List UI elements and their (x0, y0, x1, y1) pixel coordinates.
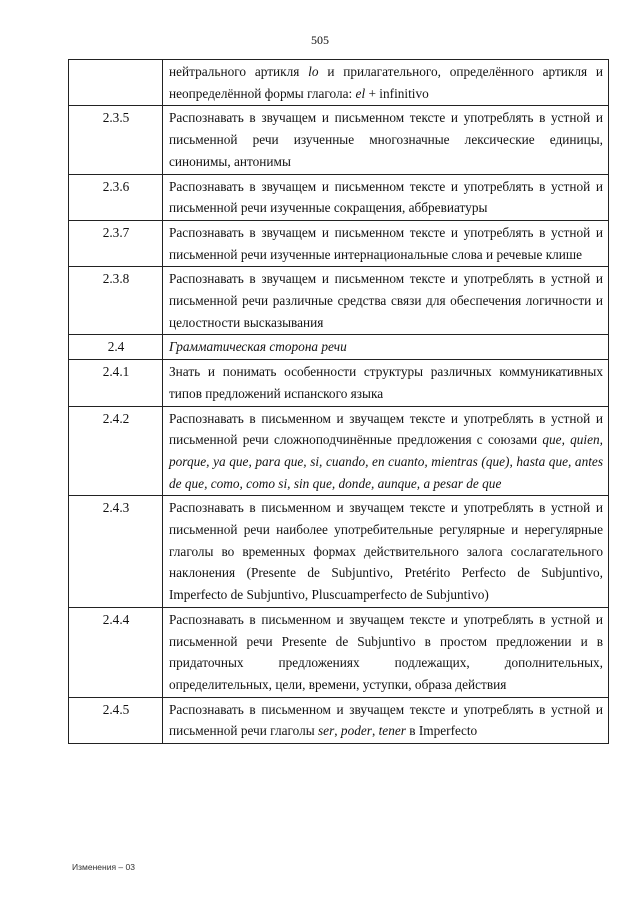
row-code: 2.4.2 (69, 406, 163, 496)
table-row (69, 220, 609, 266)
table-row (69, 607, 609, 697)
row-description (163, 496, 609, 608)
table-row (69, 174, 609, 220)
italic-text: tener (378, 723, 406, 739)
table-row (69, 267, 609, 335)
row-code: 2.3.5 (69, 106, 163, 174)
text-fragment: Распознавать в звучащем и письменном тексте и употреблять в устной и письменной речи изученные многозначные лексические единицы, синонимы, антонимы (169, 110, 603, 169)
text-fragment: Распознавать в письменном и звучащем тексте и употреблять в устной и письменной речи наиболее употребительные регулярные и нерегулярные глаголы во временных формах действительного залога сослагательного наклонения (Presente de Subjuntivo, Pretérito Perfecto de Subjuntivo, Imperfecto de Subjuntivo, Pluscuamperfecto de Subjuntivo) (169, 500, 603, 603)
text-fragment: Распознавать в звучащем и письменном тексте и употреблять в устной и письменной речи различные средства связи для обеспечения логичности и целостности высказывания (169, 271, 603, 330)
text-fragment: Распознавать в письменном и звучащем тексте и употреблять в устной и письменной речи глаголы (169, 701, 603, 739)
text-fragment: Распознавать в звучащем и письменном тексте и употреблять в устной и письменной речи изученные интернациональные слова и речевые клише (169, 224, 603, 262)
text-fragment: Распознавать в письменном и звучащем тексте и употреблять в устной и письменной речи Presente de Subjuntivo в простом предложении и в придаточных предложениях подлежащих, дополнительных, определительных, цели, времени, уступки, образа действия (169, 611, 603, 692)
text-fragment: Знать и понимать особенности структуры различных коммуникативных типов предложений испанского языка (169, 364, 603, 401)
row-code: 2.3.7 (69, 220, 163, 266)
page-number: 505 (311, 33, 329, 47)
italic-text: poder (340, 723, 372, 739)
table-body (69, 60, 609, 744)
row-code: 2.4.5 (69, 697, 163, 743)
footer-note: Изменения – 03 (72, 862, 135, 872)
text-fragment: нейтрального артикля (169, 64, 309, 79)
row-code: 2.4.1 (69, 360, 163, 406)
italic-text: Грамматическая сторона речи (169, 339, 347, 355)
text-fragment: + infinitivo (365, 85, 429, 101)
row-description (163, 106, 609, 174)
row-code: 2.3.6 (69, 174, 163, 220)
italic-text: lo (308, 64, 319, 79)
table-row (69, 335, 609, 360)
row-description (163, 360, 609, 406)
row-code: 2.4.4 (69, 607, 163, 697)
row-description (163, 267, 609, 335)
italic-text: el (355, 85, 366, 101)
text-fragment: , (371, 723, 379, 739)
italic-text: ser (318, 723, 335, 739)
table-row (69, 697, 609, 743)
text-fragment: , (334, 723, 341, 739)
row-description (163, 697, 609, 743)
row-code: 2.4 (69, 335, 163, 360)
row-description (163, 406, 609, 496)
text-fragment: Распознавать в звучащем и письменном тексте и употреблять в устной и письменной речи изученные сокращения, аббревиатуры (169, 178, 603, 216)
table-row (69, 106, 609, 174)
table-row (69, 496, 609, 608)
row-description (163, 607, 609, 697)
table-row (69, 360, 609, 406)
content-table (68, 59, 609, 744)
text-fragment: Распознавать в письменном и звучащем тексте и употреблять в устной и письменной речи сложноподчинённые предложения с союзами (169, 410, 603, 448)
row-code: 2.3.8 (69, 267, 163, 335)
row-description (163, 220, 609, 266)
row-code: 2.4.3 (69, 496, 163, 608)
text-fragment: и прилагательного, определённого артикля и неопределённой формы глагола: (169, 64, 604, 101)
table-row (69, 406, 609, 496)
row-description (163, 174, 609, 220)
text-fragment: в Imperfecto (405, 723, 478, 739)
table-row (69, 60, 609, 106)
row-code (69, 60, 163, 106)
italic-text: que, quien, porque, ya que, para que, si, cuando, en cuanto, mientras (que), hasta que, antes de que, como, como si, sin que, donde, aunque, a pesar de que (169, 432, 604, 491)
row-description (163, 335, 609, 360)
row-description (163, 60, 609, 106)
